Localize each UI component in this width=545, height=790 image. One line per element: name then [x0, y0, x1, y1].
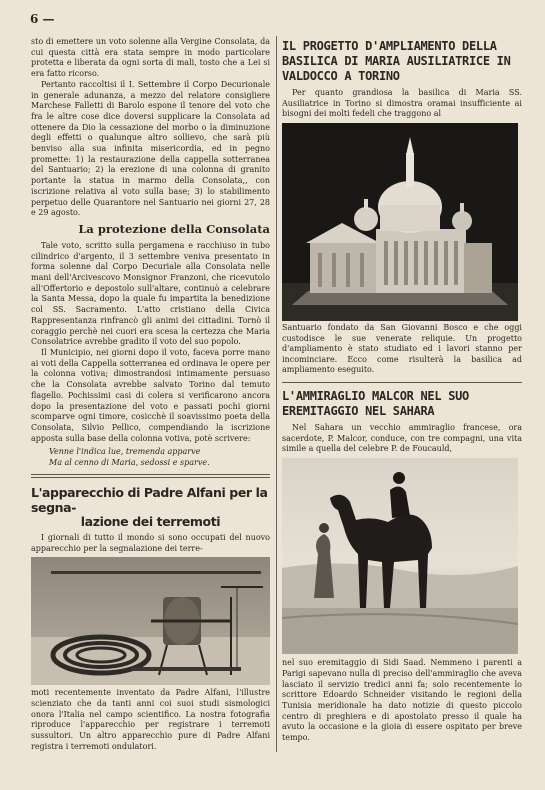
page-number: 6 — [30, 12, 55, 26]
malcor-body: nel suo eremitaggio di Sidi Saad. Nemmeno i parenti a Parigi sapevano nulla di preciso dell'ammiraglio che aveva lasciato il servizio tredici anni fa; solo recentemente lo scrittore Edoardo Schneider visitando le regioni della Tunisia meridionale ha dato notizie di questo piccolo centro di preghiera e di apostolato presso il quale ha avuto la occasione e la gioia di essere ospitato per breve tempo. [282, 658, 522, 743]
column-divider [276, 36, 277, 752]
section-rule [31, 477, 270, 478]
basilica-caption: Santuario fondato da San Giovanni Bosco e che oggi custodisce le sue venerate reliquie. Un progetto d'ampliamento è stato studiato ed i lavori stanno per incominciare. Ecco come risulterà la basilica ad ampliamento eseguito. [282, 323, 522, 375]
malcor-intro: Nel Sahara un vecchio ammiraglio francese, ora sacerdote, P. Malcor, conduce, con tre compagni, una vita simile a quella del celebre P. de Foucauld, [282, 423, 522, 454]
verse-line-2: Ma al cenno di Maria, sedossi e sparve. [49, 457, 210, 467]
basilica-article-title: IL PROGETTO D'AMPLIAMENTO DELLA BASILICA DI MARIA AUSILIATRICE IN VALDOCCO A TORINO [282, 39, 511, 83]
alfani-article-title [31, 486, 270, 530]
alfani-intro: I giornali di tutto il mondo si sono occupati del nuovo apparecchio per la segnalazione dei terre- [31, 532, 270, 553]
basilica-intro: Per quanto grandiosa la basilica di Maria SS. Ausiliatrice in Torino si dimostra oramai insufficiente ai bisogni dei molti fedeli che traggono al [282, 88, 522, 119]
verse-line-1: Venne l'indica lue, tremenda apparve [49, 447, 201, 457]
alfani-title-line-1: L'apparecchio di Padre Alfani per la segna- [31, 485, 268, 515]
alfani-title-line-2: lazione dei terremoti [80, 514, 221, 530]
alfani-body: moti recentemente inventato da Padre Alfani, l'illustre scienziato che da tanti anni coi suoi studi sismologici onora l'Italia nel campo scientifico. La nostra fotografia riproduce l'apparecchio per registrare i terremoti sussultori. Un altro apparecchio pure di Padre Alfani registra i terremoti ondulatori. [31, 688, 270, 751]
left-column [31, 37, 270, 752]
subheading: La protezione della Consolata [78, 221, 270, 236]
basilica-illustration [282, 123, 518, 321]
vote-paragraph: Pertanto raccoltisi il I. Settembre il Corpo Decurionale in generale adunanza, a mezzo del relatore consigliere Marchese Falletti di Barolo espone il tenore del voto che fra le altre cose dice doversi supplicare la Consolata ad ottenere da Dio la cessazione del morbo o la diminuzione degli effetti o qualunque altro sollievo, che sarà più benviso alla sua infinita misericordia, ed in pegno promette: 1) la restaurazione della cappella sotterranea del Santuario; 2) la erezione di una colonna di granito portante la statua in marmo della Consolata,, con iscrizione relativa al voto sulla base; 3) lo stabilimento perpetuo delle Quarantore nel Santuario nei giorni 27, 28 e 29 agosto. [31, 79, 270, 218]
protection-paragraph: Tale voto, scritto sulla pergamena e racchiuso in tubo cilindrico d'argento, il 3 settembre veniva presentato in forma solenne dal Corpo Decuriale alla Consolata nelle mani dell'Arcivescovo Monsignor Franzoni, che ricevutolo all'Offertorio e depostolo sull'altare, continuò a celebrare la Santa Messa, dopo la quale fu impartita la benedizione col SS. Sacramento. L'atto cristiano della Civica Rappresentanza rinfrancò gli animi dei cittadini. Tornò il coraggio perchè nei cuori era scesa la certezza che Maria Consolatrice avrebbe gradito il voto del suo popolo. [31, 240, 270, 347]
camel-desert-photo [282, 458, 518, 654]
section-rule [31, 474, 270, 475]
malcor-article-title: L'AMMIRAGLIO MALCOR NEL SUO EREMITAGGIO NEL SAHARA [282, 389, 469, 419]
municipio-paragraph: Il Municipio, nei giorni dopo il voto, faceva porre mano ai voti della Cappella sotterranea ed ordinava le opere per la colonna votiva; dimostrandosi intimamente persuaso che la Consolata avrebbe salvato Torino dal temuto flagello. Pochissimi casi di colera si verificarono ancora dopo la presentazione del voto e passati pochi giorni scomparve ogni timore, cosicchè il soavissimo poeta della Consolata, Silvio Pellico, compendiando la iscrizione apposta sulla base della colonna votiva, potè scrivere: [31, 347, 270, 443]
intro-paragraph: sto di emettere un voto solenne alla Vergine Consolata, da cui questa città era stata sempre in modo particolare protetta e liberata da ogni sorta di mali, tosto che a Lei si era fatto ricorso. [31, 37, 270, 79]
verse [49, 447, 270, 468]
camel-desert-illustration [282, 458, 518, 654]
seismograph-photo [31, 557, 270, 685]
basilica-model-photo [282, 123, 518, 321]
section-rule [282, 382, 522, 383]
right-column [282, 37, 522, 744]
seismograph-illustration [31, 557, 270, 685]
